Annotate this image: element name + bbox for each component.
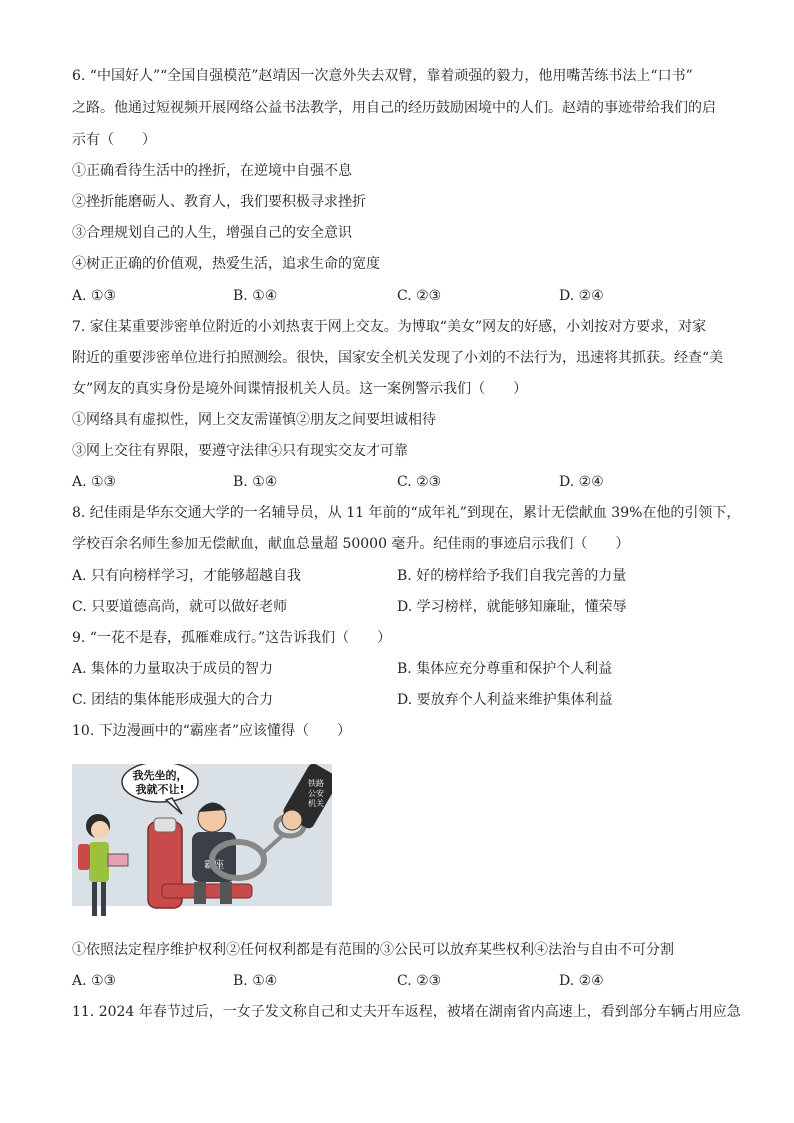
q6-stem-line: 之路。他通过短视频开展网络公益书法教学，用自己的经历鼓励困境中的人们。赵靖的事迹带给我们的启 <box>72 100 716 116</box>
q9-option-c[interactable]: C. 团结的集体能形成强大的合力 <box>72 692 274 708</box>
q6-option-b[interactable]: B. ①④ <box>233 288 278 304</box>
q10-statement: ①依照法定程序维护权利②任何权利都是有范围的③公民可以放弃某些权利④法治与自由不可分割 <box>72 942 674 958</box>
q7-stem-line: 女”网友的真实身份是境外间谍情报机关人员。这一案例警示我们（ ） <box>72 381 528 397</box>
cuff-label: 公安 <box>308 789 324 798</box>
cartoon-illustration <box>72 764 332 930</box>
q7-statement: ③网上交往有界限，要遵守法律④只有现实交友才可靠 <box>72 443 408 459</box>
q6-statement: ①正确看待生活中的挫折，在逆境中自强不息 <box>72 163 352 179</box>
q6-statement: ③合理规划自己的人生，增强自己的安全意识 <box>72 225 352 241</box>
q8-option-c[interactable]: C. 只要道德高尚，就可以做好老师 <box>72 599 288 615</box>
q9-option-a[interactable]: A. 集体的力量取决于成员的智力 <box>72 661 274 677</box>
q11-stem-line: 11. 2024 年春节过后，一女子发文称自己和丈夫开车返程，被堵在湖南省内高速上，看到部分车辆占用应急 <box>72 1004 741 1020</box>
q10-option-c[interactable]: C. ②③ <box>397 973 442 989</box>
q7-option-d[interactable]: D. ②④ <box>559 474 604 490</box>
q7-statement: ①网络具有虚拟性，网上交友需谨慎②朋友之间要坦诚相待 <box>72 412 436 428</box>
cuff-label: 机关 <box>308 799 324 808</box>
q7-stem-line: 附近的重要涉密单位进行拍照测绘。很快，国家安全机关发现了小刘的不法行为，迅速将其抓获。经查“美 <box>72 350 724 366</box>
q8-option-a[interactable]: A. 只有向榜样学习，才能够超越自我 <box>72 568 302 584</box>
cuff-label: 铁路 <box>308 779 324 788</box>
q7-stem-line: 7. 家住某重要涉密单位附近的小刘热衷于网上交友。为博取“美女”网友的好感，小刘按对方要求，对家 <box>72 319 707 335</box>
q9-option-b[interactable]: B. 集体应充分尊重和保护个人利益 <box>397 661 613 677</box>
seat-label: 霸座 <box>204 860 224 871</box>
q8-stem-line: 8. 纪佳雨是华东交通大学的一名辅导员，从 11 年前的“成年礼”到现在，累计无偿献血 39%在他的引领下， <box>72 505 741 521</box>
q10-option-a[interactable]: A. ①③ <box>72 973 117 989</box>
q6-stem-line: 示有（ ） <box>72 132 156 148</box>
q9-option-d[interactable]: D. 要放弃个人利益来维护集体利益 <box>397 692 613 708</box>
q10-option-d[interactable]: D. ②④ <box>559 973 604 989</box>
q8-stem-line: 学校百余名师生参加无偿献血，献血总量超 50000 毫升。纪佳雨的事迹启示我们（ ） <box>72 536 630 552</box>
q6-option-c[interactable]: C. ②③ <box>397 288 442 304</box>
speech-text: 我先坐的， <box>132 769 188 782</box>
q7-option-c[interactable]: C. ②③ <box>397 474 442 490</box>
q7-option-b[interactable]: B. ①④ <box>233 474 278 490</box>
q8-option-d[interactable]: D. 学习榜样，就能够知廉耻，懂荣辱 <box>397 599 627 615</box>
q8-option-b[interactable]: B. 好的榜样给予我们自我完善的力量 <box>397 568 627 584</box>
q6-stem-line: 6. “中国好人”“全国自强模范”赵靖因一次意外失去双臂，靠着顽强的毅力，他用嘴苦练书法上“口书” <box>72 68 693 84</box>
q9-stem-line: 9. “一花不是春，孤雁难成行。”这告诉我们（ ） <box>72 630 392 646</box>
q7-option-a[interactable]: A. ①③ <box>72 474 117 490</box>
q6-option-a[interactable]: A. ①③ <box>72 288 117 304</box>
speech-text: 我就不让! <box>135 783 185 796</box>
q6-option-d[interactable]: D. ②④ <box>559 288 604 304</box>
q6-statement: ②挫折能磨砺人、教育人，我们要积极寻求挫折 <box>72 194 366 210</box>
q10-option-b[interactable]: B. ①④ <box>233 973 278 989</box>
q6-statement: ④树正正确的价值观，热爱生活，追求生命的宽度 <box>72 256 380 272</box>
q10-stem-line: 10. 下边漫画中的“霸座者”应该懂得（ ） <box>72 723 352 739</box>
